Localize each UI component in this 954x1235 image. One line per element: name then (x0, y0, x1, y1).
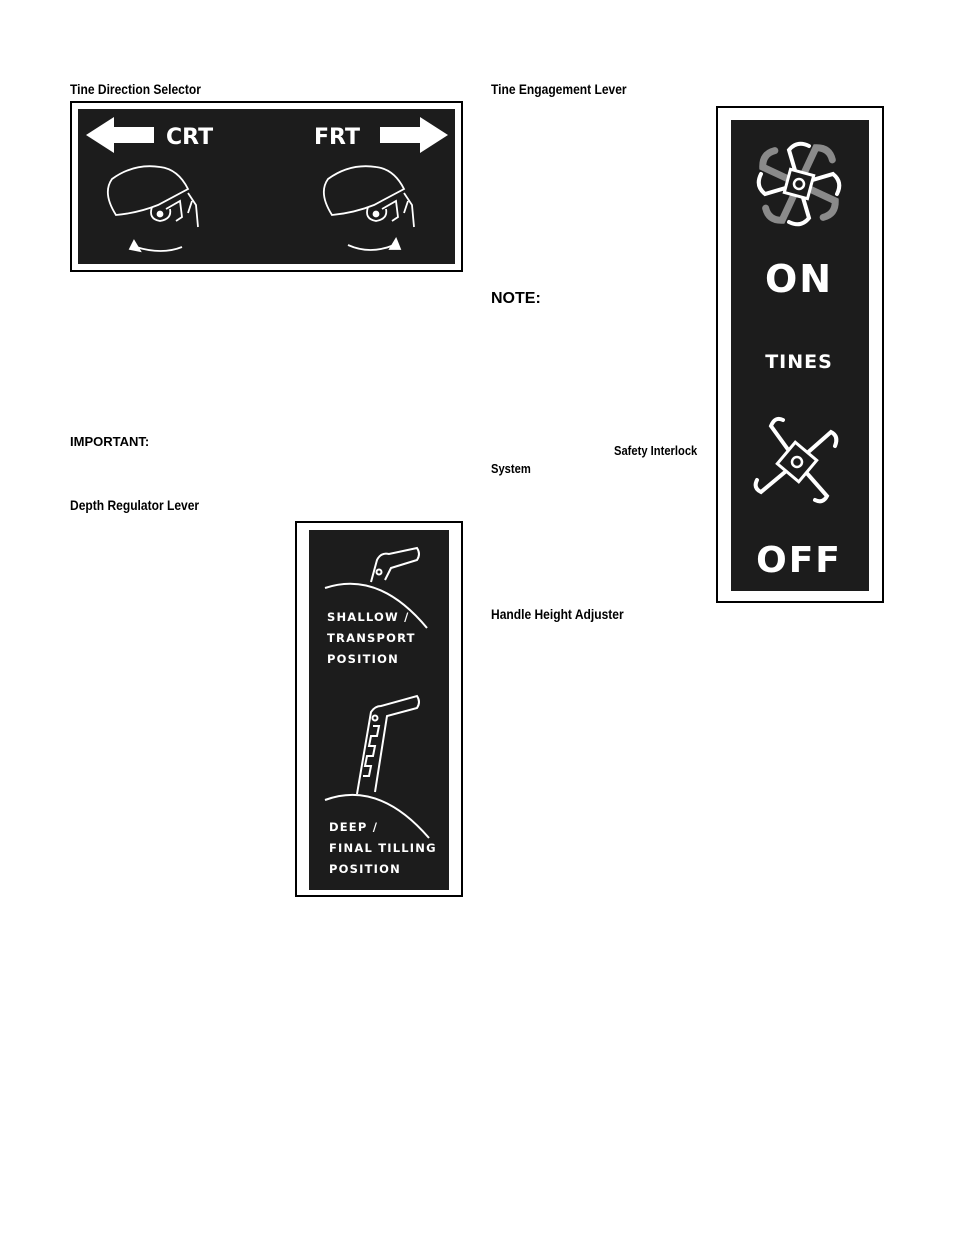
crt-tiller-icon (108, 166, 198, 251)
tine-direction-illustration (78, 109, 455, 264)
left-arrow-icon (86, 117, 154, 153)
tines-label: TINES (765, 351, 833, 373)
important-label: IMPORTANT: (70, 434, 150, 449)
deep-line3: POSITION (329, 862, 401, 876)
tine-engagement-illustration (731, 120, 869, 591)
stationary-tines-icon (756, 419, 837, 501)
depth-regulator-illustration (309, 530, 449, 890)
tine-direction-heading: Tine Direction Selector (70, 81, 201, 97)
tine-direction-decal (70, 101, 463, 272)
spinning-tines-icon (743, 128, 855, 240)
depth-regulator-decal (295, 521, 463, 897)
off-label: OFF (756, 540, 842, 581)
system-text: System (491, 461, 531, 476)
frt-tiller-icon (324, 166, 414, 250)
deep-lever-icon (325, 696, 429, 838)
deep-line1: DEEP / (329, 820, 379, 834)
shallow-line3: POSITION (327, 652, 399, 666)
tine-engagement-decal (716, 106, 884, 603)
shallow-line2: TRANSPORT (327, 631, 416, 645)
crt-label: CRT (166, 125, 214, 150)
deep-line2: FINAL TILLING (329, 841, 437, 855)
handle-height-heading: Handle Height Adjuster (491, 606, 624, 622)
right-arrow-icon (380, 117, 448, 153)
tine-engagement-heading: Tine Engagement Lever (491, 81, 627, 97)
shallow-line1: SHALLOW / (327, 610, 410, 624)
on-label: ON (764, 257, 834, 301)
note-label: NOTE: (491, 290, 541, 307)
depth-regulator-heading: Depth Regulator Lever (70, 497, 200, 513)
safety-interlock-text: Safety Interlock (614, 443, 698, 458)
frt-label: FRT (314, 125, 360, 150)
